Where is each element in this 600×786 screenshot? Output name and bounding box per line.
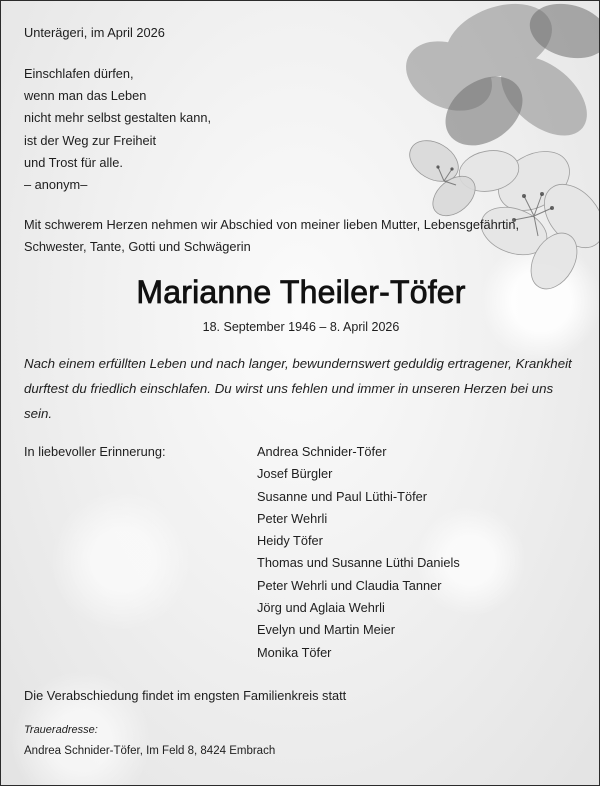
poem-line: ist der Weg zur Freiheit [24, 132, 157, 148]
poem [24, 63, 211, 196]
mourning-address: Andrea Schnider-Töfer, Im Feld 8, 8424 Embrach [24, 745, 276, 757]
poem-author: – anonym– [24, 176, 88, 192]
poem-line: und Trost für alle. [24, 154, 123, 170]
poem-line: nicht mehr selbst gestalten kann, [24, 110, 212, 126]
mourners-list [257, 441, 460, 664]
deceased-name: Marianne Theiler-Töfer [136, 274, 466, 310]
intro-text: Mit schwerem Herzen nehmen wir Abschied von meiner lieben Mutter, Lebensgefährtin, Schwester, Tante, Gotti und Schwägerin [24, 217, 520, 255]
place-date: Unterägeri, im April 2026 [24, 25, 165, 40]
mourner-name: Andrea Schnider-Töfer [257, 444, 387, 459]
mourner-name: Peter Wehrli und Claudia Tanner [257, 577, 442, 593]
mourner-name: Peter Wehrli [257, 510, 328, 526]
mourner-name: Jörg und Aglaia Wehrli [257, 600, 385, 616]
farewell-note: Die Verabschiedung findet im engsten Familienkreis statt [24, 688, 347, 703]
poem-line: Einschlafen dürfen, [24, 66, 134, 81]
memory-label: In liebevoller Erinnerung: [24, 444, 166, 459]
tribute-text: Nach einem erfüllten Leben und nach langer, bewundernswert geduldig ertragener, Krankheit durftest du friedlich einschlafen. Du wirst uns fehlen und immer in unseren Herzen bei uns sein. [24, 356, 572, 421]
poem-line: wenn man das Leben [24, 88, 147, 104]
mourner-name: Evelyn und Martin Meier [257, 622, 395, 638]
address-label: Traueradresse: [24, 724, 98, 736]
life-dates: 18. September 1946 – 8. April 2026 [202, 320, 400, 334]
mourner-name: Josef Bürgler [257, 466, 333, 482]
mourner-name: Monika Töfer [257, 644, 332, 660]
mourner-name: Susanne und Paul Lüthi-Töfer [257, 488, 428, 504]
mourner-name: Heidy Töfer [257, 533, 323, 549]
mourner-name: Thomas und Susanne Lüthi Daniels [257, 555, 460, 571]
